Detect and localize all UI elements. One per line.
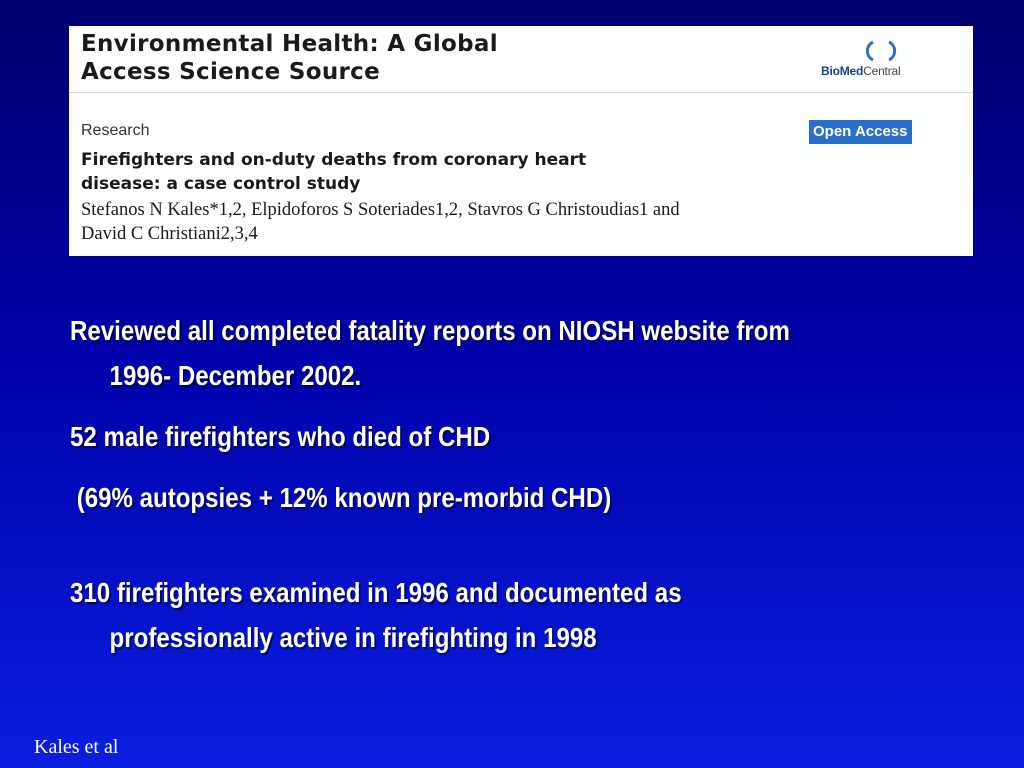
biomed-wordmark [821,64,900,78]
authors-line1: Stefanos N Kales*1,2, Elpidoforos S Soteriades1,2, Stavros G Christoudias1 and [81,200,680,220]
open-access-badge: Open Access [809,120,912,144]
article-type-label: Research [81,122,150,139]
journal-title-line1: Environmental Health: A Global [81,31,498,57]
author-list [81,198,961,246]
biomed-suffix-text: Central [863,64,901,78]
footer-credit: Kales et al [34,736,119,758]
biomed-central-logo [813,38,933,84]
header-divider [69,92,973,93]
paper-title-line1: Firefighters and on-duty deaths from coronary heart [81,150,587,170]
biomed-brand-text: BioMed [821,64,864,78]
paper-header-image [69,26,973,256]
journal-title [81,30,498,86]
paper-title [81,148,801,196]
paper-title-line2: disease: a case control study [81,174,361,194]
authors-line2: David C Christiani2,3,4 [81,224,258,244]
bullet-niosh-review: Reviewed all completed fatality reports on NIOSH website from 1996- December 2002. [70,315,790,391]
bullet-chd-deaths: 52 male firefighters who died of CHD [70,421,491,452]
biomed-logo-icon [864,38,898,64]
bullet-control-group: 310 firefighters examined in 1996 and documented as professionally active in firefighting in 1998 [70,577,682,653]
slide-body [70,308,844,660]
bullet-autopsy-stats: (69% autopsies + 12% known pre-morbid CHD) [70,482,612,513]
journal-title-line2: Access Science Source [81,59,380,85]
